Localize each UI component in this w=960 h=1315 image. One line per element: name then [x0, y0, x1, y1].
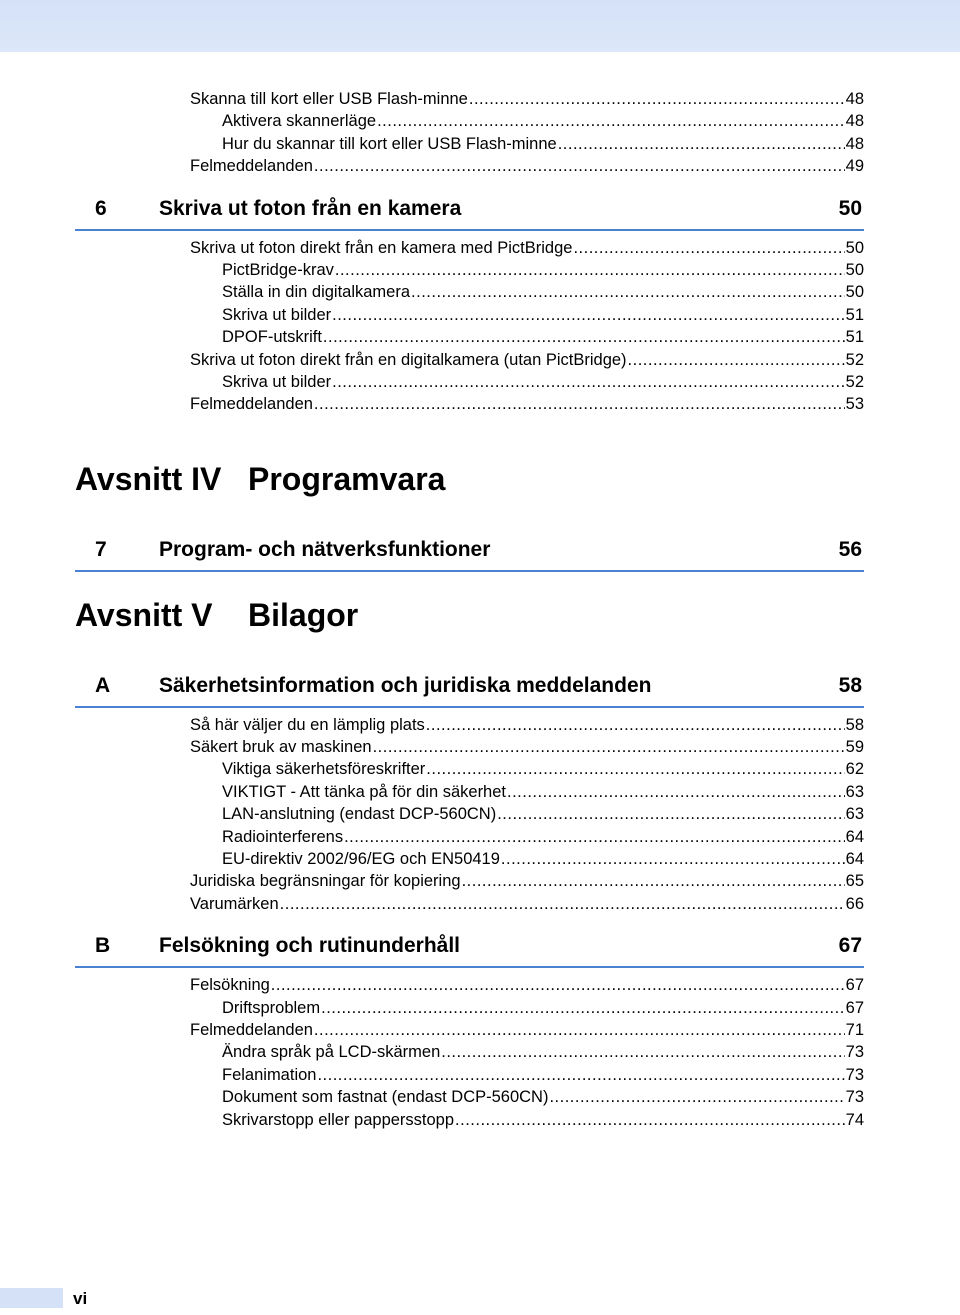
toc-entry-page: 73 — [845, 1088, 864, 1107]
toc-entry[interactable] — [75, 304, 864, 326]
toc-entry-page: 51 — [845, 328, 864, 347]
chapter-page: 58 — [838, 673, 862, 697]
toc-entry-title: PictBridge-krav — [222, 260, 334, 279]
toc-group-troubleshooting — [75, 974, 864, 1131]
toc-entry-page: 66 — [845, 894, 864, 913]
chapter-heading-6[interactable] — [75, 189, 864, 231]
toc-entry-title: Skriva ut foton direkt från en digitalkamera (utan PictBridge) — [190, 350, 627, 369]
dot-leader — [501, 848, 845, 870]
toc-entry-title: Radiointerferens — [222, 827, 344, 846]
toc-entry[interactable] — [75, 1019, 864, 1041]
page-number: vi — [73, 1289, 88, 1308]
toc-entry-title: Felmeddelanden — [190, 395, 313, 414]
section-heading-iv — [75, 456, 864, 502]
toc-entry-page: 71 — [845, 1020, 864, 1039]
dot-leader — [426, 758, 844, 780]
toc-entry-page: 48 — [845, 90, 864, 108]
toc-entry-title: Så här väljer du en lämplig plats — [190, 715, 425, 734]
toc-entry-page: 63 — [845, 805, 864, 824]
toc-group-scan — [75, 88, 864, 178]
toc-entry-title: EU-direktiv 2002/96/EG och EN50419 — [222, 850, 500, 869]
toc-entry-title: Felmeddelanden — [190, 1020, 313, 1039]
toc-entry[interactable] — [75, 1064, 864, 1086]
toc-entry-page: 73 — [845, 1065, 864, 1084]
chapter-number: 6 — [95, 196, 107, 220]
chapter-number: B — [95, 934, 111, 958]
toc-entry-title: Skrivarstopp eller pappersstopp — [222, 1110, 455, 1129]
dot-leader — [323, 326, 845, 348]
dot-leader — [426, 714, 845, 736]
toc-entry-page: 67 — [845, 976, 864, 995]
toc-entry[interactable] — [75, 281, 864, 303]
dot-leader — [373, 736, 845, 758]
section-heading-v — [75, 592, 864, 638]
dot-leader — [377, 110, 845, 132]
toc-entry-title: Aktivera skannerläge — [222, 112, 377, 131]
toc-entry-page: 48 — [845, 112, 864, 131]
toc-entry[interactable] — [75, 997, 864, 1019]
chapter-page: 56 — [838, 537, 862, 561]
toc-entry[interactable] — [75, 393, 864, 415]
dot-leader — [314, 155, 845, 177]
toc-entry-page: 73 — [845, 1043, 864, 1062]
dot-leader — [469, 88, 845, 110]
toc-entry[interactable] — [75, 237, 864, 259]
chapter-title: Säkerhetsinformation och juridiska meddelanden — [159, 673, 652, 697]
toc-entry-page: 74 — [845, 1110, 864, 1129]
chapter-page: 50 — [838, 196, 862, 220]
toc-entry-title: Skriva ut foton direkt från en kamera med PictBridge — [190, 238, 573, 257]
chapter-number: 7 — [95, 537, 107, 561]
toc-entry[interactable] — [75, 826, 864, 848]
toc-entry[interactable] — [75, 133, 864, 155]
toc-entry-page: 64 — [845, 827, 864, 846]
section-label: Avsnitt V — [75, 596, 213, 633]
toc-entry-title: Juridiska begränsningar för kopiering — [190, 872, 461, 891]
toc-entry-page: 62 — [845, 760, 864, 779]
chapter-page: 67 — [838, 934, 862, 958]
toc-entry-page: 49 — [845, 157, 864, 176]
chapter-heading-b[interactable] — [75, 926, 864, 968]
toc-entry[interactable] — [75, 155, 864, 177]
toc-entry-page: 52 — [845, 372, 864, 391]
section-title: Bilagor — [248, 596, 359, 633]
header-band — [0, 0, 960, 52]
toc-entry-page: 58 — [845, 715, 864, 734]
dot-leader — [497, 803, 844, 825]
toc-entry-title: Viktiga säkerhetsföreskrifter — [222, 760, 426, 779]
toc-entry[interactable] — [75, 1109, 864, 1131]
section-label: Avsnitt IV — [75, 460, 222, 497]
toc-entry[interactable] — [75, 349, 864, 371]
toc-entry[interactable] — [75, 88, 864, 110]
toc-entry[interactable] — [75, 736, 864, 758]
dot-leader — [317, 1064, 844, 1086]
toc-entry-title: Varumärken — [190, 894, 279, 913]
table-of-contents — [75, 88, 864, 1131]
dot-leader — [462, 870, 845, 892]
toc-group-camera — [75, 237, 864, 416]
dot-leader — [271, 974, 845, 996]
toc-entry-title: Felanimation — [222, 1065, 317, 1084]
dot-leader — [314, 393, 845, 415]
toc-entry[interactable] — [75, 371, 864, 393]
toc-entry-page: 50 — [845, 260, 864, 279]
toc-entry-page: 64 — [845, 850, 864, 869]
toc-entry-title: Skanna till kort eller USB Flash-minne — [190, 90, 468, 108]
toc-entry-title: Skriva ut bilder — [222, 372, 332, 391]
toc-entry[interactable] — [75, 848, 864, 870]
dot-leader — [441, 1041, 844, 1063]
toc-entry-title: Felsökning — [190, 976, 270, 995]
toc-entry-page: 59 — [845, 738, 864, 757]
footer-band — [0, 1288, 63, 1308]
dot-leader — [455, 1109, 845, 1131]
toc-entry[interactable] — [75, 893, 864, 915]
chapter-number: A — [95, 673, 111, 697]
chapter-title: Felsökning och rutinunderhåll — [159, 934, 461, 958]
toc-entry[interactable] — [75, 259, 864, 281]
toc-entry-title: Driftsproblem — [222, 998, 321, 1017]
toc-entry-page: 50 — [845, 238, 864, 257]
toc-entry-title: Säkert bruk av maskinen — [190, 738, 372, 757]
toc-entry[interactable] — [75, 974, 864, 996]
toc-entry-page: 65 — [845, 872, 864, 891]
toc-entry[interactable] — [75, 870, 864, 892]
dot-leader — [344, 826, 845, 848]
toc-entry-title: Dokument som fastnat (endast DCP-560CN) — [222, 1088, 549, 1107]
chapter-title: Program- och nätverksfunktioner — [159, 537, 491, 561]
toc-entry-page: 48 — [845, 134, 864, 153]
toc-entry-page: 63 — [845, 782, 864, 801]
toc-entry-page: 50 — [845, 283, 864, 302]
toc-entry[interactable] — [75, 803, 864, 825]
dot-leader — [507, 781, 845, 803]
dot-leader — [558, 133, 845, 155]
dot-leader — [411, 281, 845, 303]
toc-entry-title: Felmeddelanden — [190, 157, 313, 176]
toc-entry-title: Ställa in din digitalkamera — [222, 283, 411, 302]
toc-group-safety — [75, 714, 864, 916]
dot-leader — [321, 997, 845, 1019]
toc-entry-title: LAN-anslutning (endast DCP-560CN) — [222, 805, 497, 824]
dot-leader — [335, 259, 845, 281]
toc-entry-title: VIKTIGT - Att tänka på för din säkerhet — [222, 782, 506, 801]
toc-entry-title: DPOF-utskrift — [222, 328, 322, 347]
toc-entry-title: Hur du skannar till kort eller USB Flash-minne — [222, 134, 557, 153]
toc-entry[interactable] — [75, 110, 864, 132]
dot-leader — [314, 1019, 845, 1041]
toc-entry-page: 53 — [845, 395, 864, 414]
toc-entry[interactable] — [75, 326, 864, 348]
toc-entry[interactable] — [75, 1041, 864, 1063]
chapter-title: Skriva ut foton från en kamera — [159, 196, 462, 220]
toc-entry-page: 52 — [845, 350, 864, 369]
toc-entry-page: 51 — [845, 305, 864, 324]
dot-leader — [332, 304, 845, 326]
dot-leader — [549, 1086, 844, 1108]
toc-entry-title: Skriva ut bilder — [222, 305, 332, 324]
toc-entry-page: 67 — [845, 998, 864, 1017]
chapter-heading-a[interactable] — [75, 666, 864, 708]
chapter-heading-7[interactable] — [75, 530, 864, 572]
dot-leader — [332, 371, 845, 393]
toc-entry[interactable] — [75, 781, 864, 803]
toc-entry-title: Ändra språk på LCD-skärmen — [222, 1043, 441, 1062]
dot-leader — [280, 893, 845, 915]
toc-entry[interactable] — [75, 1086, 864, 1108]
dot-leader — [573, 237, 844, 259]
toc-entry[interactable] — [75, 714, 864, 736]
section-title: Programvara — [248, 460, 446, 497]
dot-leader — [628, 349, 845, 371]
toc-entry[interactable] — [75, 758, 864, 780]
